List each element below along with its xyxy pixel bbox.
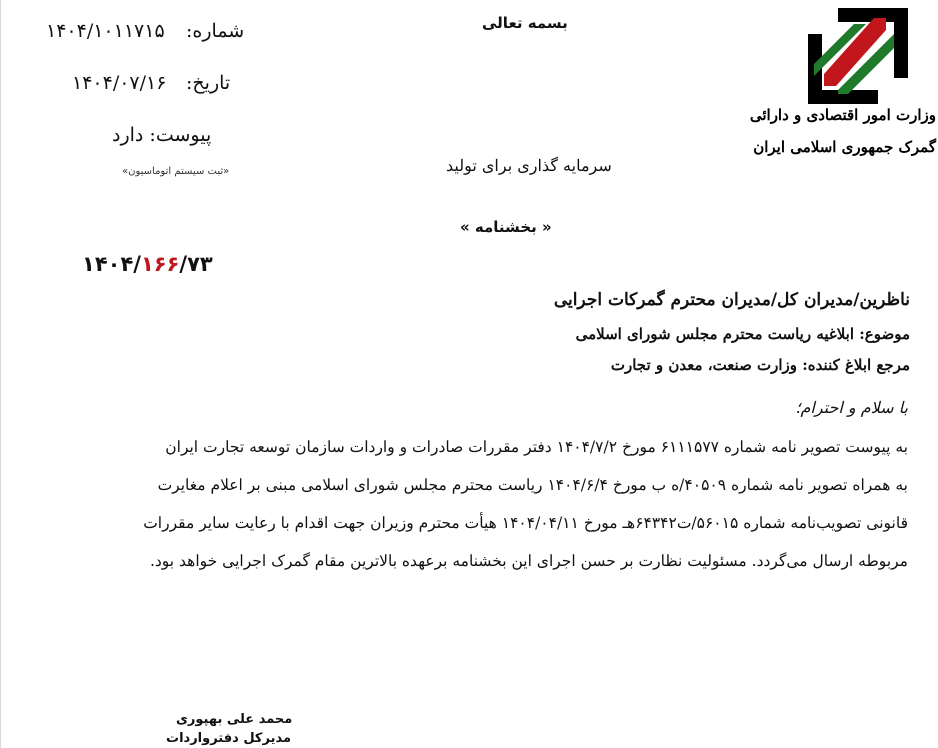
letter-date-label: تاریخ: [186,72,231,94]
circular-number-red: ۱۶۶ [140,252,180,276]
attachment-label: پیوست: دارد [112,124,212,146]
letter-date-value: ۱۴۰۴/۰۷/۱۶ [72,72,167,94]
body-line: قانونی تصویب‌نامه شماره ۵۶۰۱۵/ت۶۴۳۴۲هـ مورخ ۱۴۰۴/۰۴/۱۱ هیأت محترم وزیران جهت اقدام با رعایت سایر مقررات [143,514,908,532]
automation-note: «ثبت سیستم اتوماسیون» [122,166,230,177]
recipients-line: ناظرین/مدیران کل/مدیران محترم گمرکات اجرایی [553,290,910,310]
body-line: به همراه تصویر نامه شماره ۴۰۵۰۹/ه ب مورخ ۱۴۰۴/۶/۴ ریاست محترم مجلس شورای اسلامی مبنی بر اعلام مغایرت [157,476,908,494]
signatory-title: مدیرکل دفترواردات [166,731,292,746]
circular-number [82,252,213,276]
bismillah-heading: بسمه تعالی [482,14,568,32]
iran-customs-logo-icon [808,8,908,104]
greeting: با سلام و احترام؛ [795,398,908,417]
signatory-name: محمد علی بهپوری [176,712,293,727]
letter-number-value: ۱۴۰۴/۱۰۱۱۷۱۵ [46,20,165,42]
reference-line: مرجع ابلاغ کننده: وزارت صنعت، معدن و تجارت [610,356,910,374]
subject-line: موضوع: ابلاغیه ریاست محترم مجلس شورای اسلامی [575,325,910,343]
body-line: به پیوست تصویر نامه شماره ۶۱۱۱۵۷۷ مورخ ۱۴۰۴/۷/۲ دفتر مقررات صادرات و واردات سازمان توسعه تجارت ایران [165,438,908,456]
customs-name: گمرک جمهوری اسلامی ایران [753,138,936,156]
circular-number-suffix: /۷۳ [179,252,213,276]
circular-number-prefix: ۱۴۰۴/ [82,252,141,276]
page-edge [0,0,1,748]
circular-title: « بخشنامه » [460,218,552,236]
year-slogan: سرمایه گذاری برای تولید [446,156,612,175]
ministry-name: وزارت امور اقتصادی و دارائی [749,106,936,124]
letter-number-label: شماره: [186,20,245,42]
body-line: مربوطه ارسال می‌گردد. مسئولیت نظارت بر حسن اجرای این بخشنامه برعهده بالاترین مقام گمرک اجرایی خواهد بود. [149,552,908,570]
